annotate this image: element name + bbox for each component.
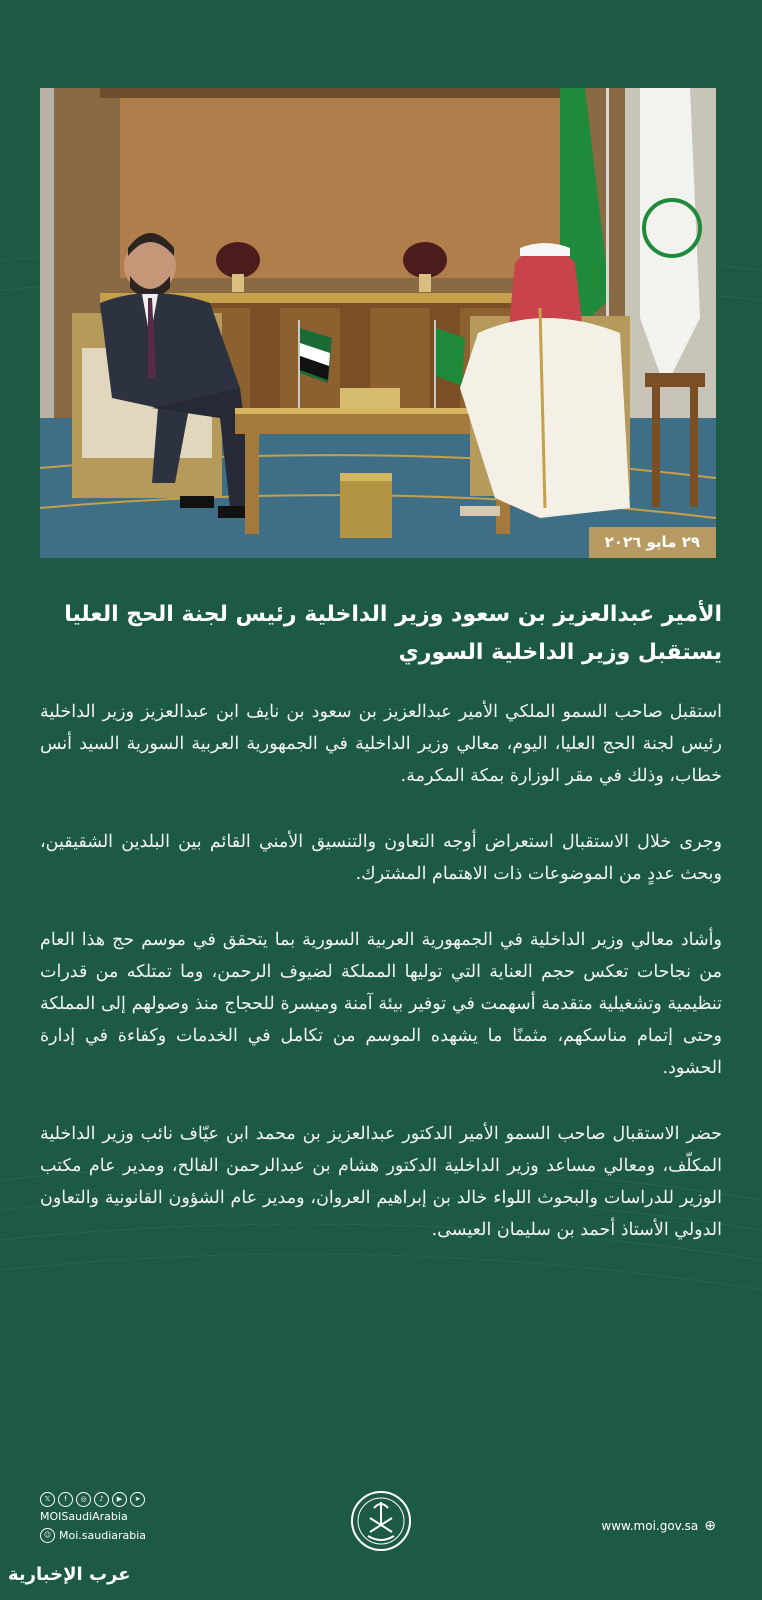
article-body — [40, 696, 722, 1280]
social-icons — [40, 1492, 145, 1507]
telegram-icon[interactable]: ➤ — [130, 1492, 145, 1507]
article-paragraph: حضر الاستقبال صاحب السمو الأمير الدكتور عبدالعزيز بن محمد ابن عيّاف نائب وزير الداخلية المكلّف، ومعالي مساعد وزير الداخلية الدكتور هشام بن عبدالرحمن الفالح، ومدير عام مكتب الوزير للدراسات والبحوث اللواء خالد بن إبراهيم العروان، ومدير عام الشؤون القانونية والتعاون الدولي الأستاذ أحمد بن سليمان العيسى. — [40, 1124, 722, 1240]
social-handle[interactable]: MOISaudiArabia — [40, 1510, 128, 1523]
date-badge: ٢٩ مايو ٢٠٢٦ — [589, 527, 716, 558]
website-url: www.moi.gov.sa — [601, 1519, 699, 1533]
instagram-icon[interactable]: ◎ — [76, 1492, 91, 1507]
article-title: الأمير عبدالعزيز بن سعود وزير الداخلية رئيس لجنة الحج العليا يستقبل وزير الداخلية السوري — [64, 602, 722, 665]
article-paragraph: وأشاد معالي وزير الداخلية في الجمهورية العربية السورية بما يتحقق في موسم حج هذا العام من نجاحات تعكس حجم العناية التي توليها المملكة لضيوف الرحمن، وما تمتلكه من قدرات تنظيمية وتشغيلية متقدمة أسهمت في توفير بيئة آمنة وميسرة للحجاج منذ وصولهم إلى المملكة وحتى إتمام مناسكهم، مثمنًا ما يشهده الموسم من تكامل في الخدمات وكفاءة في إدارة الحشود. — [40, 930, 722, 1078]
website-link[interactable] — [601, 1518, 716, 1534]
article-paragraph: وجرى خلال الاستقبال استعراض أوجه التعاون والتنسيق الأمني القائم بين البلدين الشقيقين، وبحث عددٍ من الموضوعات ذات الاهتمام المشترك. — [40, 832, 722, 884]
tiktok-icon[interactable]: ♪ — [94, 1492, 109, 1507]
x-icon[interactable]: 𝕏 — [40, 1492, 55, 1507]
ministry-emblem-icon — [350, 1490, 412, 1552]
meeting-photo — [40, 88, 716, 558]
snapchat-handle: Moi.saudiarabia — [59, 1529, 147, 1542]
brand-watermark: عرب الإخبارية — [8, 1564, 131, 1585]
globe-icon: ⊕ — [704, 1518, 716, 1534]
snapchat-handle-row[interactable] — [40, 1528, 146, 1543]
snapchat-icon: ☺ — [40, 1528, 55, 1543]
article-paragraph: استقبل صاحب السمو الملكي الأمير عبدالعزيز بن سعود بن نايف ابن عبدالعزيز وزير الداخلية رئيس لجنة الحج العليا، اليوم، معالي وزير الداخلية في الجمهورية العربية السورية السيد أنس خطاب، وذلك في مقر الوزارة بمكة المكرمة. — [40, 702, 722, 786]
youtube-icon[interactable]: ▶ — [112, 1492, 127, 1507]
facebook-icon[interactable]: f — [58, 1492, 73, 1507]
footer — [0, 1490, 762, 1560]
